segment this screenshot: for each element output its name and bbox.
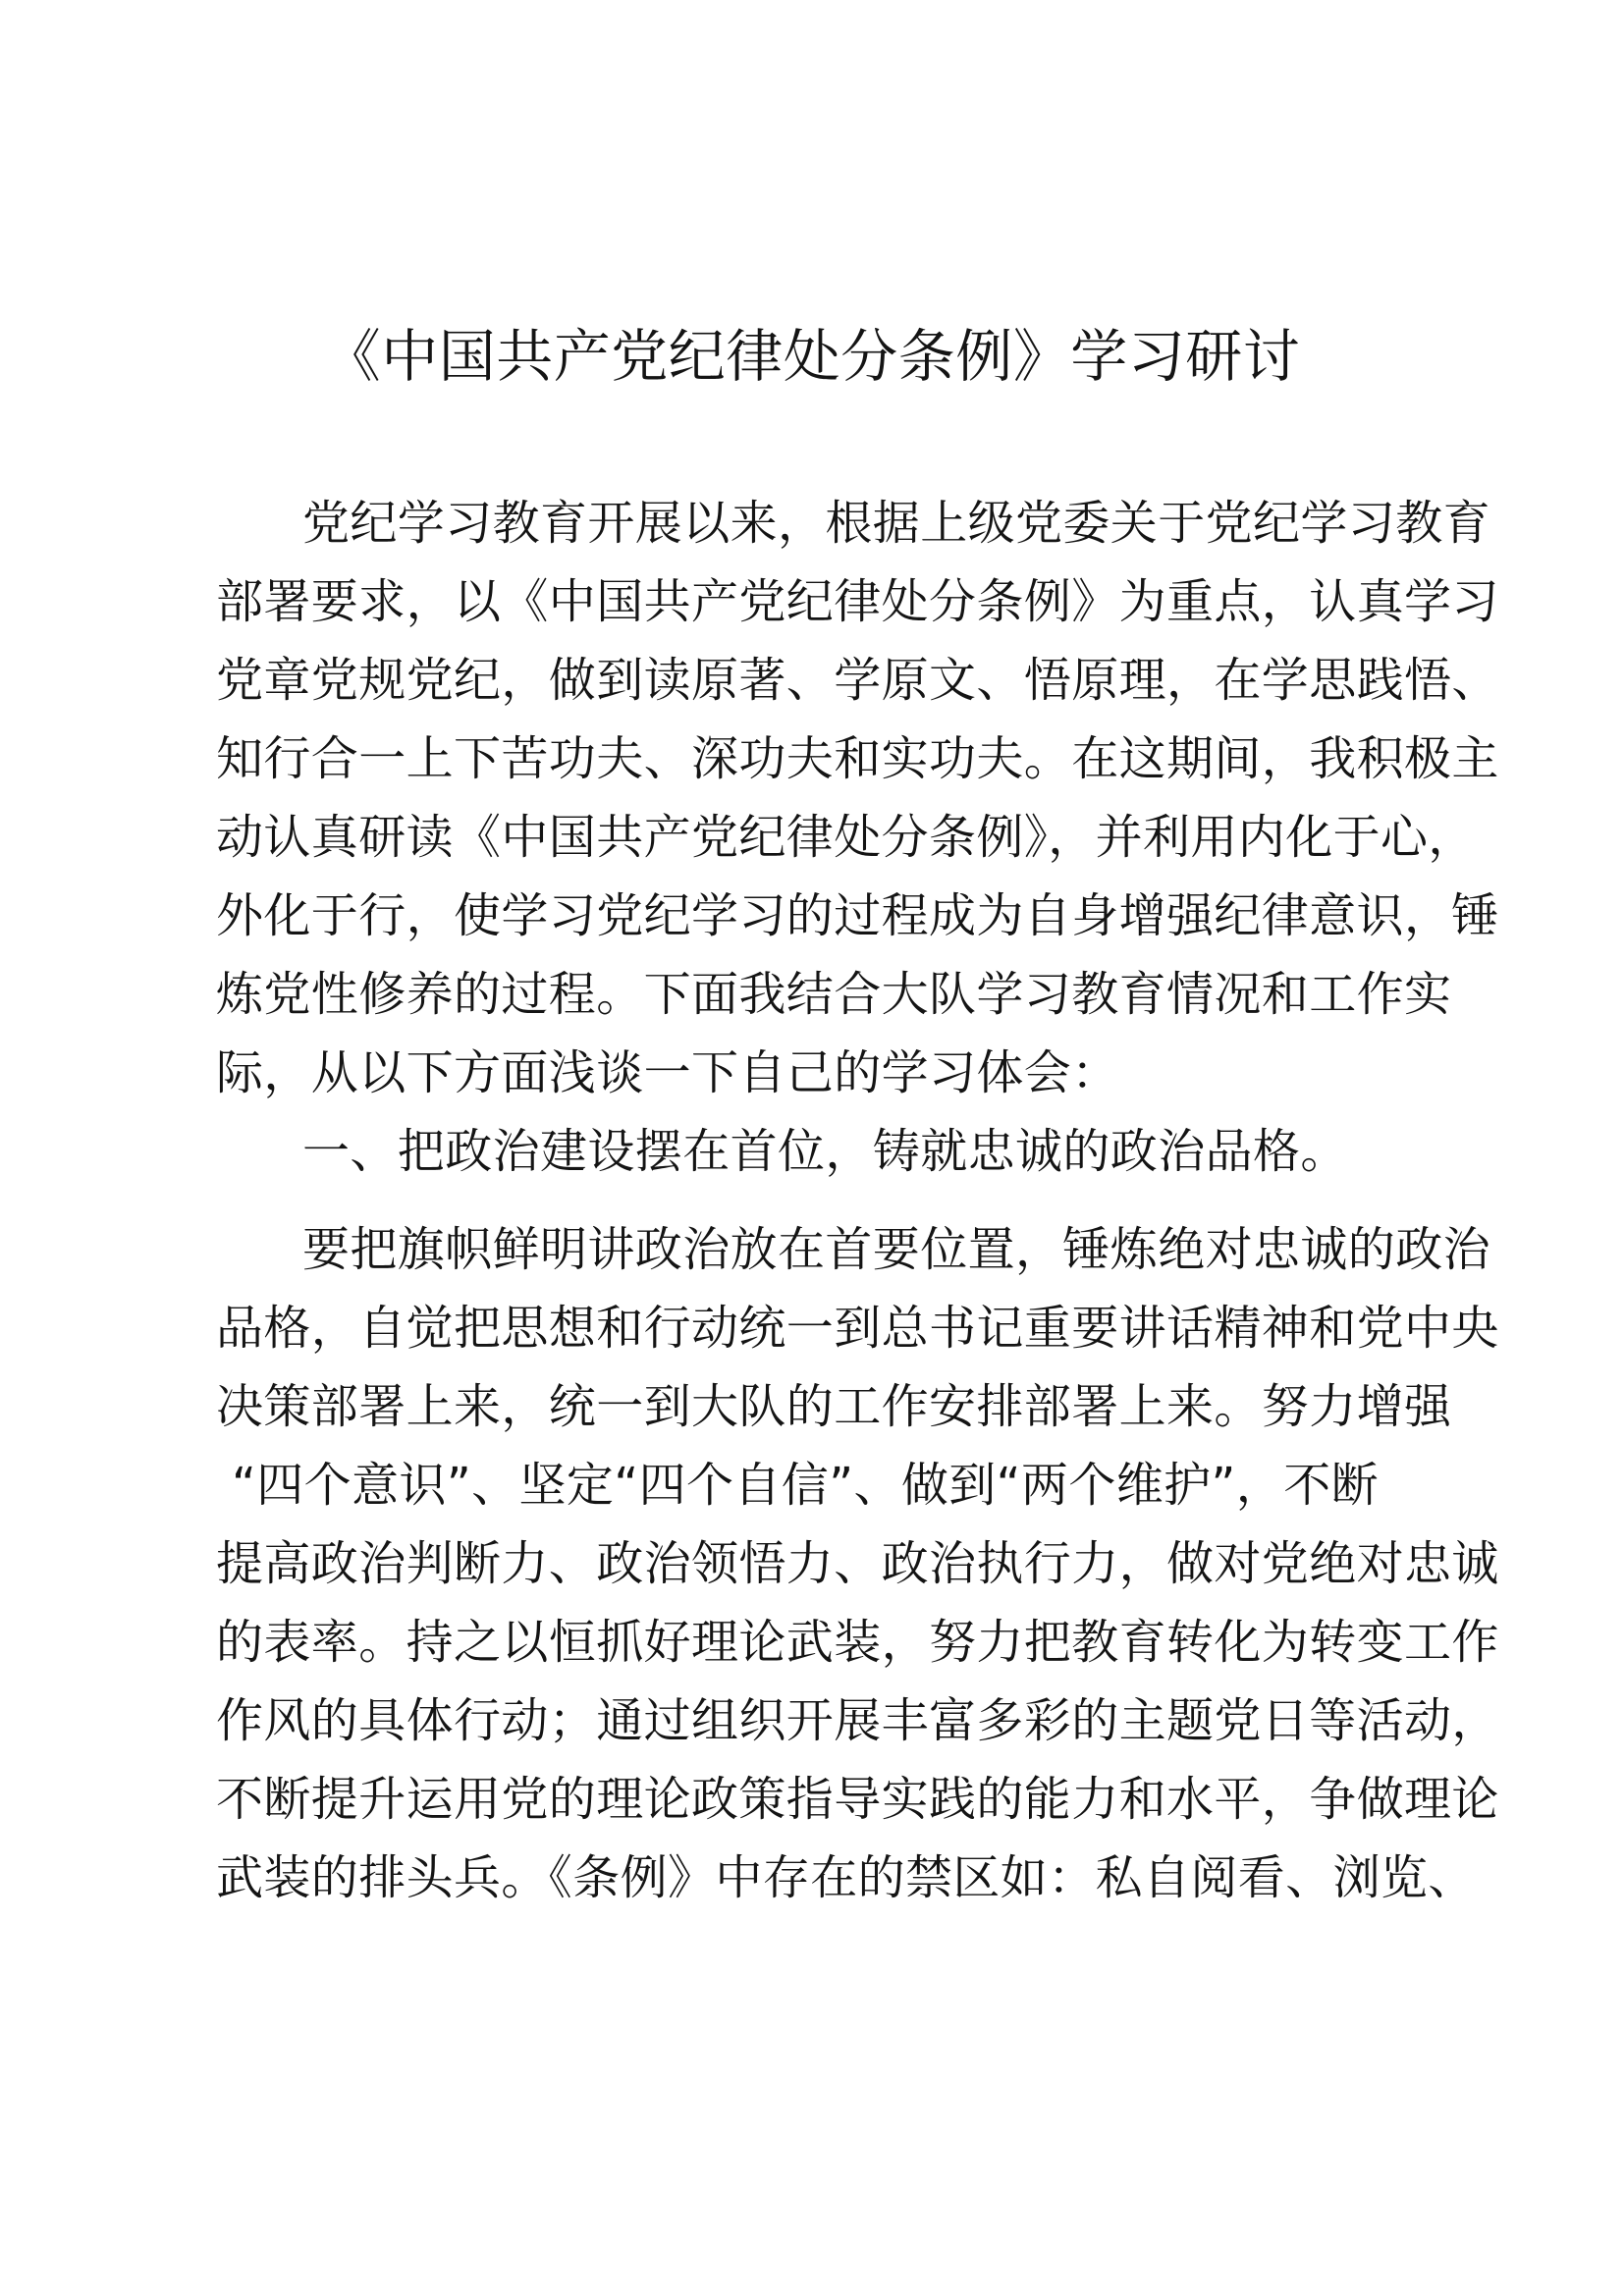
paragraph-1-line-6: 外化于行，使学习党纪学习的过程成为自身增强纪律意识，锤 [216, 888, 1499, 943]
paragraph-2-line-9: 武装的排头兵。《条例》中存在的禁区如：私自阅看、浏览、 [216, 1850, 1476, 1905]
paragraph-2-line-6: 的表率。持之以恒抓好理论武装，努力把教育转化为转变工作 [216, 1615, 1499, 1670]
paragraph-2-line-1: 要把旗帜鲜明讲政治放在首要位置，锤炼绝对忠诚的政治 [302, 1222, 1491, 1277]
paragraph-1-line-1: 党纪学习教育开展以来，根据上级党委关于党纪学习教育 [302, 496, 1491, 551]
paragraph-2-line-2: 品格，自觉把思想和行动统一到总书记重要讲话精神和党中央 [216, 1301, 1499, 1356]
paragraph-1-line-2: 部署要求，以《中国共产党纪律处分条例》为重点，认真学习 [216, 574, 1499, 629]
paragraph-2-line-5: 提高政治判断力、政治领悟力、政治执行力，做对党绝对忠诚 [216, 1536, 1499, 1591]
paragraph-2-line-3: 决策部署上来，统一到大队的工作安排部署上来。努力增强 [216, 1379, 1452, 1434]
paragraph-2-line-7: 作风的具体行动；通过组织开展丰富多彩的主题党日等活动， [216, 1693, 1499, 1748]
paragraph-1-line-8: 际，从以下方面浅谈一下自己的学习体会： [216, 1045, 1119, 1100]
paragraph-1-line-4: 知行合一上下苦功夫、深功夫和实功夫。在这期间，我积极主 [216, 731, 1499, 786]
paragraph-2-line-4: “四个意识”、坚定“四个自信”、做到“两个维护”，不断 [232, 1458, 1380, 1513]
paragraph-1-line-3: 党章党规党纪，做到读原著、学原文、悟原理，在学思践悟、 [216, 653, 1499, 708]
document-title: 《中国共产党纪律处分条例》学习研讨 [323, 323, 1301, 390]
paragraph-1-line-7: 炼党性修养的过程。下面我结合大队学习教育情况和工作实 [216, 967, 1452, 1022]
paragraph-1-line-5: 动认真研读《中国共产党纪律处分条例》，并利用内化于心， [216, 810, 1476, 865]
section-heading-1: 一、把政治建设摆在首位，铸就忠诚的政治品格。 [302, 1124, 1348, 1179]
paragraph-2-line-8: 不断提升运用党的理论政策指导实践的能力和水平，争做理论 [216, 1772, 1499, 1827]
